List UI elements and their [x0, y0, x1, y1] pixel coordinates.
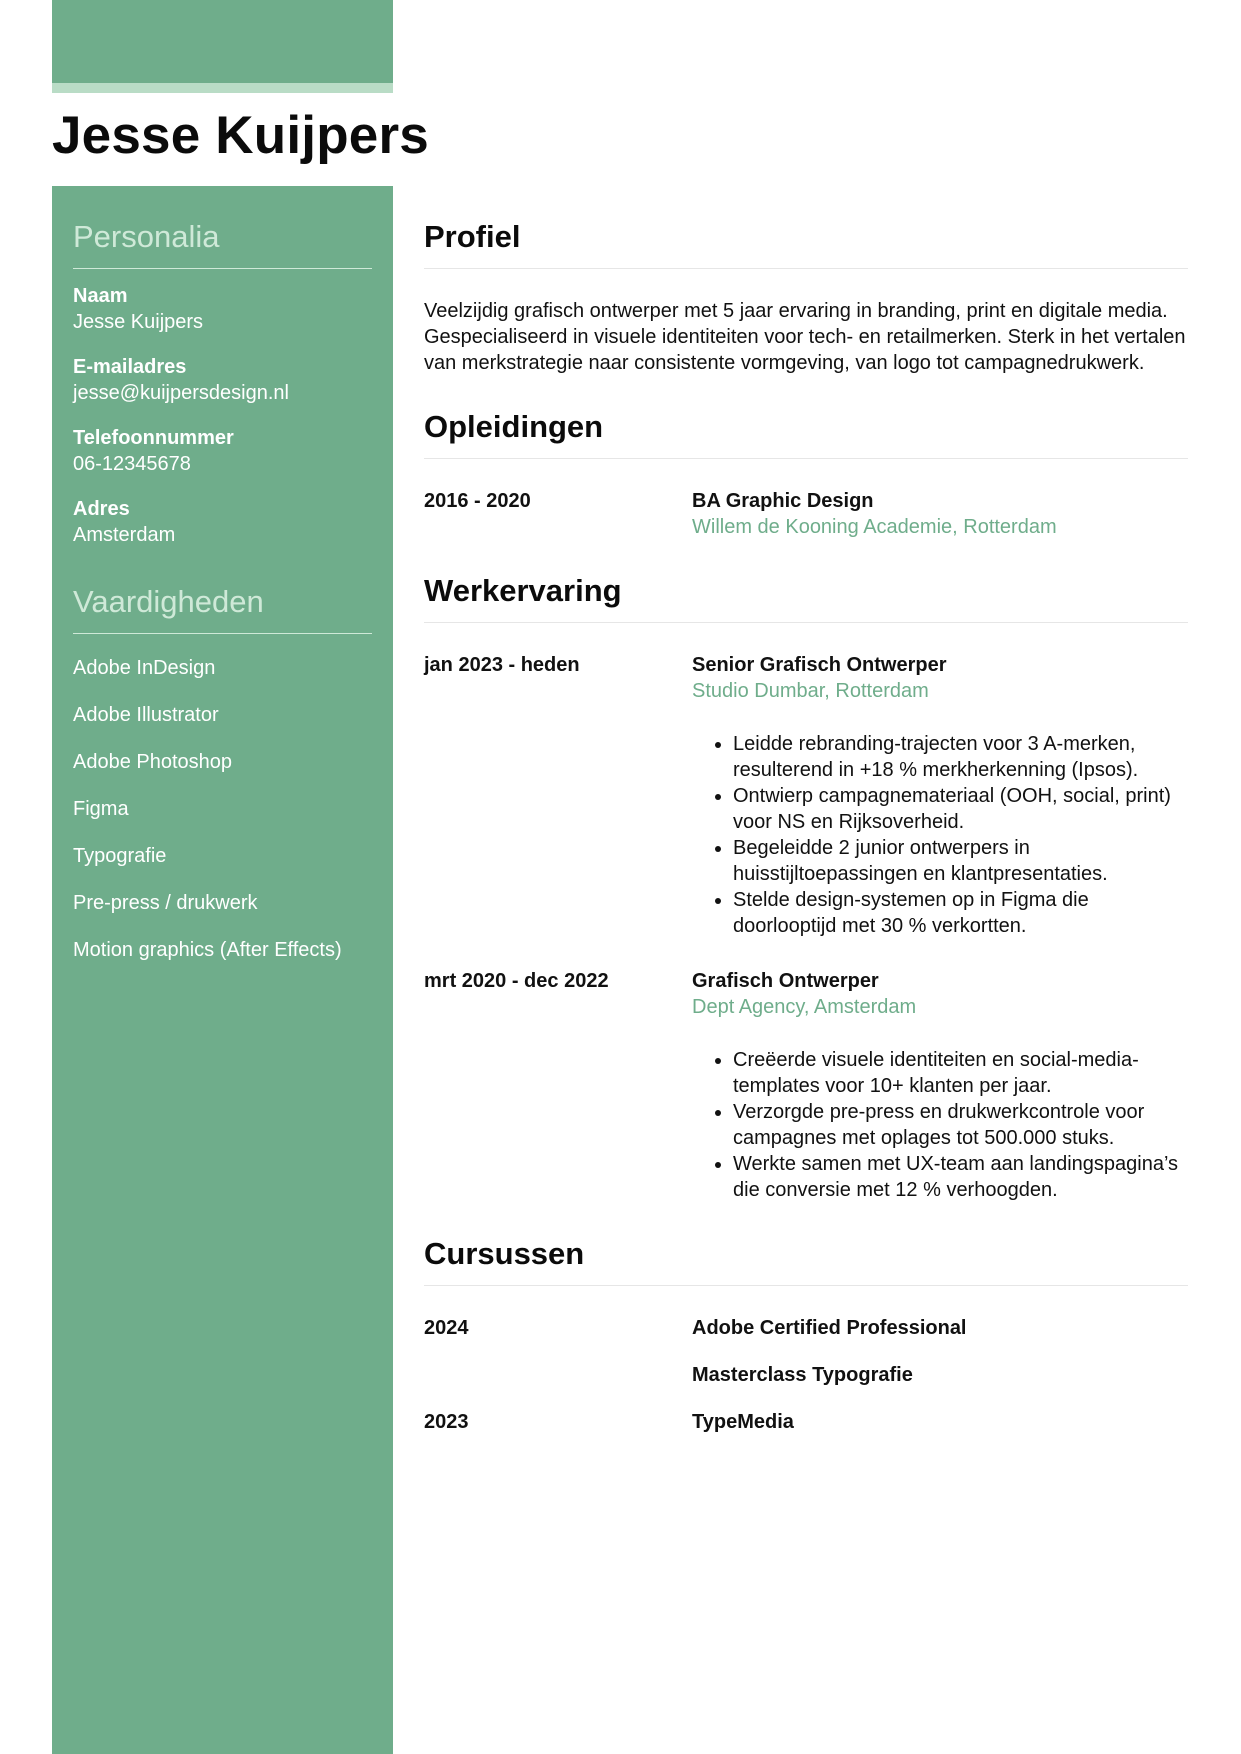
header-accent-band — [52, 0, 393, 83]
field-email — [73, 354, 372, 406]
personalia-fields — [73, 269, 372, 548]
entry-organization: Dept Agency, Amsterdam — [692, 996, 917, 1018]
entry-title: Grafisch Ontwerper — [692, 970, 879, 992]
entry-date: mrt 2020 - dec 2022 — [424, 970, 609, 992]
skills-heading: Vaardigheden — [73, 567, 372, 634]
entry-title: BA Graphic Design — [692, 490, 874, 512]
field-phone — [73, 425, 372, 477]
bullet-item: • Stelde design-systemen op in Figma die doorlooptijd met 30 % verkortten. — [733, 887, 1188, 939]
skill-item: Typografie — [73, 845, 167, 867]
experience-section — [424, 540, 1188, 1203]
field-label: Telefoonnummer — [73, 427, 234, 449]
entry-organization: Studio Dumbar, Rotterdam — [692, 680, 929, 702]
skill-item: Adobe Illustrator — [73, 704, 219, 726]
sidebar — [52, 186, 393, 1754]
field-label: E-mailadres — [73, 356, 187, 378]
courses-section — [424, 1203, 1188, 1435]
entry-date: 2016 - 2020 — [424, 490, 531, 512]
experience-entry — [424, 968, 1188, 1203]
field-label: Adres — [73, 498, 130, 520]
course-date — [424, 1362, 692, 1388]
header-accent-stripe — [52, 83, 393, 93]
personalia-heading: Personalia — [73, 186, 372, 269]
field-value: Jesse Kuijpers — [73, 311, 204, 333]
bullet-item: • Verzorgde pre-press en drukwerkcontrole voor campagnes met oplages tot 500.000 stuks. — [733, 1099, 1188, 1151]
bullet-item: • Creëerde visuele identiteiten en social-media-templates voor 10+ klanten per jaar. — [733, 1047, 1188, 1099]
profile-text: Veelzijdig grafisch ontwerper met 5 jaar ervaring in branding, print en digitale media. Gespecialiseerd in visuele identiteiten voor tech- en retailmerken. Sterk in het vertalen van merkstrategie naar consistente vormgeving, van logo tot campagnedrukwerk. — [424, 300, 1186, 374]
education-section — [424, 376, 1188, 540]
skill-item: Adobe InDesign — [73, 657, 216, 679]
entry-date: jan 2023 - heden — [424, 654, 580, 676]
courses-heading: Cursussen — [424, 1203, 1188, 1286]
field-address — [73, 496, 372, 548]
entry-body — [692, 488, 1188, 540]
field-value: jesse@kuijpersdesign.nl — [73, 382, 289, 404]
education-entry — [424, 488, 1188, 540]
main-content — [424, 186, 1188, 1435]
course-date: 2024 — [424, 1317, 469, 1339]
course-title: Adobe Certified Professional — [692, 1317, 967, 1339]
bullet-item: • Werkte samen met UX-team aan landingspagina’s die conversie met 12 % verhoogden. — [733, 1151, 1188, 1203]
skills-list — [73, 634, 372, 963]
skill-item: Adobe Photoshop — [73, 751, 233, 773]
bullet-item: • Leidde rebranding-trajecten voor 3 A-merken, resulterend in +18 % merkherkenning (Ipsos). — [733, 731, 1188, 783]
field-value: 06-12345678 — [73, 453, 191, 475]
field-value: Amsterdam — [73, 524, 176, 546]
course-title: Masterclass Typografie — [692, 1364, 913, 1386]
course-date: 2023 — [424, 1411, 469, 1433]
profile-section — [424, 186, 1188, 376]
entry-body — [692, 968, 1188, 1203]
entry-organization: Willem de Kooning Academie, Rotterdam — [692, 516, 1057, 538]
entry-bullets — [692, 1047, 1188, 1203]
course-entry — [424, 1409, 1188, 1435]
entry-title: Senior Grafisch Ontwerper — [692, 654, 947, 676]
entry-body — [692, 652, 1188, 939]
skill-item: Motion graphics (After Effects) — [73, 939, 342, 961]
experience-heading: Werkervaring — [424, 540, 1188, 623]
skill-item: Figma — [73, 798, 129, 820]
entry-bullets — [692, 731, 1188, 939]
field-label: Naam — [73, 285, 128, 307]
experience-entry — [424, 652, 1188, 939]
course-title: TypeMedia — [692, 1411, 794, 1433]
course-entry — [424, 1362, 1188, 1388]
field-name — [73, 283, 372, 335]
bullet-item: • Ontwierp campagnemateriaal (OOH, social, print) voor NS en Rijksoverheid. — [733, 783, 1188, 835]
candidate-name: Jesse Kuijpers — [52, 106, 429, 165]
bullet-item: • Begeleidde 2 junior ontwerpers in huisstijltoepassingen en klantpresentaties. — [733, 835, 1188, 887]
course-entry — [424, 1315, 1188, 1341]
profile-heading: Profiel — [424, 186, 1188, 269]
skill-item: Pre-press / drukwerk — [73, 892, 258, 914]
education-heading: Opleidingen — [424, 376, 1188, 459]
